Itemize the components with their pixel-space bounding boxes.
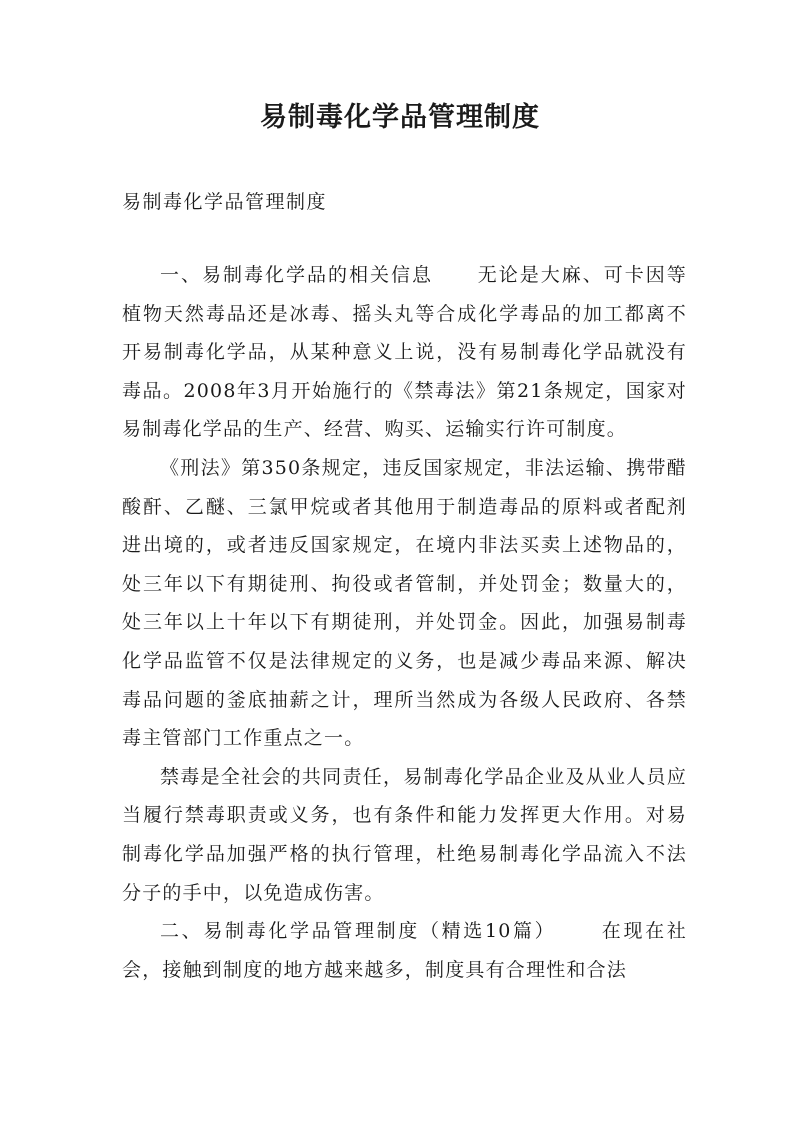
paragraph-2-text: 《刑法》第350条规定，违反国家规定，非法运输、携带醋酸酐、乙醚、三氯甲烷或者其他用于制造毒品的原料或者配剂进出境的，或者违反国家规定，在境内非法买卖上述物品的，处三年以下有期徒刑、拘役或者管制，并处罚金；数量大的，处三年以上十年以下有期徒刑，并处罚金。因此，加强易制毒化学品监管不仅是法律规定的义务，也是减少毒品来源、解决毒品问题的釜底抽薪之计，理所当然成为各级人民政府、各禁毒主管部门工作重点之一。: [122, 456, 687, 750]
paragraph-1: [122, 256, 687, 449]
section-heading-1: 一、易制毒化学品的相关信息: [160, 264, 433, 286]
paragraph-3: [122, 758, 687, 912]
document-subtitle: 易制毒化学品管理制度: [122, 191, 328, 213]
paragraph-2: [122, 449, 687, 758]
document-body: [122, 256, 687, 989]
paragraph-1-text: 无论是大麻、可卡因等植物天然毒品还是冰毒、摇头丸等合成化学毒品的加工都离不开易制毒化学品，从某种意义上说，没有易制毒化学品就没有毒品。2008年3月开始施行的《禁毒法》第21条规定，国家对易制毒化学品的生产、经营、购买、运输实行许可制度。: [122, 264, 687, 441]
section-heading-2: 二、易制毒化学品管理制度（精选10篇）: [160, 920, 557, 943]
paragraph-4: [122, 912, 687, 989]
paragraph-3-text: 禁毒是全社会的共同责任，易制毒化学品企业及从业人员应当履行禁毒职责或义务，也有条件和能力发挥更大作用。对易制毒化学品加强严格的执行管理，杜绝易制毒化学品流入不法分子的手中，以免造成伤害。: [122, 765, 687, 904]
document-title: 易制毒化学品管理制度: [260, 102, 540, 133]
paragraph-4-text: 在现在社会，接触到制度的地方越来越多，制度具有合理性和合法: [122, 920, 687, 981]
